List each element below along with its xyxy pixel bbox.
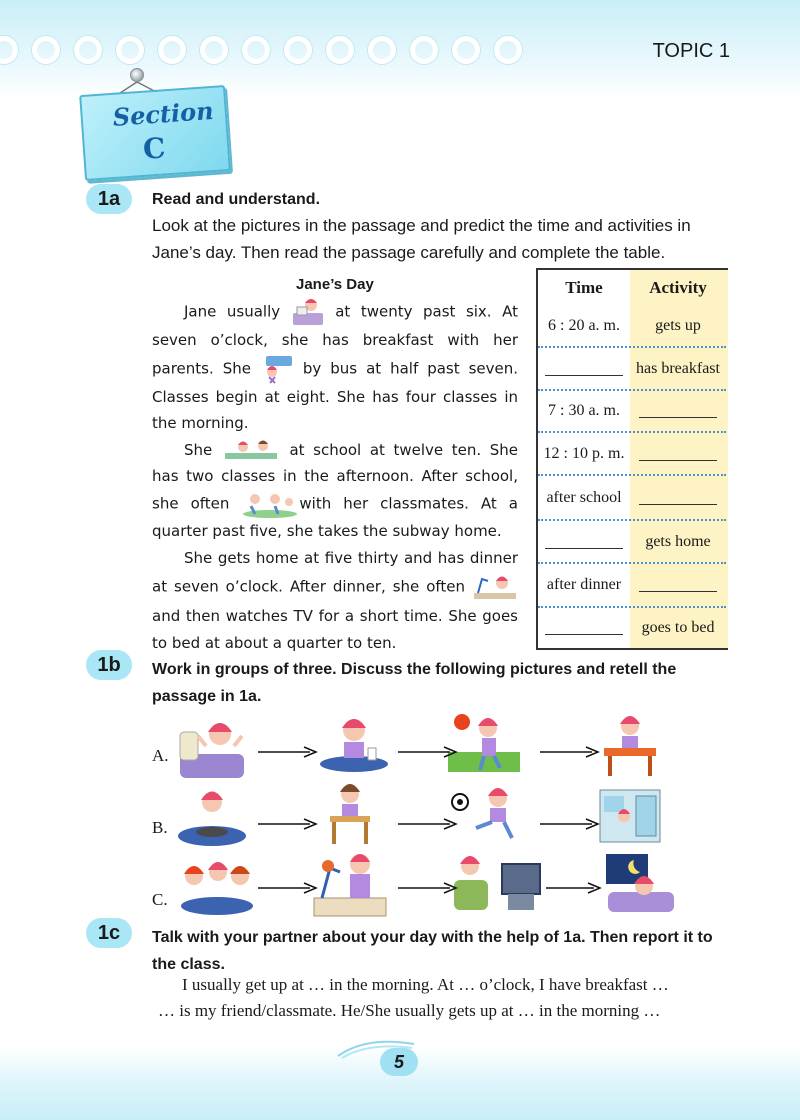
- picture-b1-lunch: [176, 786, 248, 848]
- table-cell-time: after school: [546, 488, 622, 506]
- arrow-icon: [540, 818, 600, 830]
- table-row: [538, 564, 726, 608]
- section-word: Section: [111, 95, 215, 132]
- table-cell-activity-blank[interactable]: [630, 564, 726, 606]
- arrow-icon: [398, 882, 458, 894]
- arrow-icon: [398, 818, 458, 830]
- table-header-row: [538, 270, 726, 306]
- section-letter: C: [141, 131, 167, 166]
- table-row: [538, 476, 726, 521]
- table-cell-activity: gets up: [655, 317, 701, 334]
- table-row: [538, 608, 726, 648]
- pin-icon: [130, 68, 144, 82]
- table-cell-time: 6 : 20 a. m.: [548, 317, 620, 334]
- table-cell-activity: gets home: [645, 532, 711, 550]
- section-sign: [79, 85, 231, 181]
- table-row: [538, 433, 726, 476]
- picture-a1-get-up: [176, 712, 248, 782]
- heading-1a: Read and understand.: [152, 191, 321, 208]
- page-number: 5: [380, 1048, 418, 1076]
- arrow-icon: [258, 882, 318, 894]
- table-cell-time-blank[interactable]: [538, 348, 630, 389]
- row-label-c: C.: [152, 890, 168, 909]
- heading-1c: Talk with your partner about your day with the help of 1a. Then report it to the class.: [152, 929, 713, 973]
- topic-label: TOPIC 1: [652, 40, 730, 62]
- homework-picture-icon: [472, 571, 518, 603]
- heading-1b: Work in groups of three. Discuss the following pictures and retell the passage in 1a.: [152, 661, 677, 705]
- picture-a4-class: [600, 712, 660, 778]
- row-label-b: B.: [152, 818, 168, 837]
- table-cell-activity: has breakfast: [636, 359, 720, 377]
- passage-title: Jane’s Day: [296, 276, 374, 293]
- arrow-icon: [258, 746, 318, 758]
- arrow-icon: [398, 746, 458, 758]
- table-row: [538, 391, 726, 433]
- table-header-time: Time: [565, 278, 603, 297]
- badge-1c: 1c: [86, 918, 132, 948]
- instruction-1a: Look at the pictures in the passage and predict the time and activities in Jane’s day. Then read the passage carefully and complete the table.: [152, 216, 691, 262]
- arrow-icon: [258, 818, 318, 830]
- table-cell-activity-blank[interactable]: [630, 391, 726, 431]
- table-cell-time-blank[interactable]: [538, 521, 630, 562]
- picture-b2-desk: [326, 780, 374, 846]
- play-picture-icon: [241, 490, 299, 518]
- go-to-school-picture-icon: [260, 354, 294, 384]
- passage: Jane usually at twenty past six. At seven o’clock, she has breakfast with her parents. She by bus at half past seven. Classes begin at eight. She has four classes in the morning. She at school at twelve ten. She has two classes in the afternoon. After school, she often with her classmates. At a quarter past five, she takes the subway home. She gets home at five thirty and has dinner at seven o’clock. After dinner, she often and then watches TV for a short time. She goes to bed at about a quarter to ten.: [152, 297, 518, 656]
- table-row: [538, 348, 726, 391]
- row-label-a: A.: [152, 746, 169, 765]
- table-cell-activity-blank[interactable]: [630, 476, 726, 519]
- badge-1b: 1b: [86, 650, 132, 680]
- table-cell-activity: goes to bed: [641, 619, 715, 636]
- picture-c3-watch-tv: [452, 850, 544, 916]
- decorative-rings: [0, 36, 522, 64]
- get-up-picture-icon: [291, 297, 325, 327]
- picture-c1-family-dinner: [178, 854, 256, 916]
- table-header-activity: Activity: [649, 278, 707, 297]
- table-row: [538, 521, 726, 564]
- table-row: [538, 306, 726, 348]
- activity-table: [536, 268, 728, 650]
- picture-b4-subway: [598, 786, 662, 844]
- picture-a3-go-to-school: [448, 708, 520, 776]
- picture-a2-breakfast: [318, 712, 390, 774]
- table-cell-activity-blank[interactable]: [630, 433, 726, 474]
- table-cell-time: 12 : 10 p. m.: [543, 444, 625, 462]
- picture-b3-play-football: [450, 782, 522, 842]
- arrow-icon: [540, 746, 600, 758]
- picture-c2-homework: [310, 844, 390, 920]
- picture-c4-go-to-bed: [604, 852, 676, 914]
- example-line-2: … is my friend/classmate. He/She usually gets up at … in the morning …: [158, 1001, 661, 1020]
- lunch-picture-icon: [221, 437, 281, 463]
- badge-1a: 1a: [86, 184, 132, 214]
- example-line-1: I usually get up at … in the morning. At … o’clock, I have breakfast …: [182, 975, 669, 994]
- arrow-icon: [546, 882, 602, 894]
- table-cell-time: 7 : 30 a. m.: [548, 402, 620, 419]
- table-cell-time-blank[interactable]: [538, 608, 630, 648]
- table-cell-time: after dinner: [546, 576, 622, 593]
